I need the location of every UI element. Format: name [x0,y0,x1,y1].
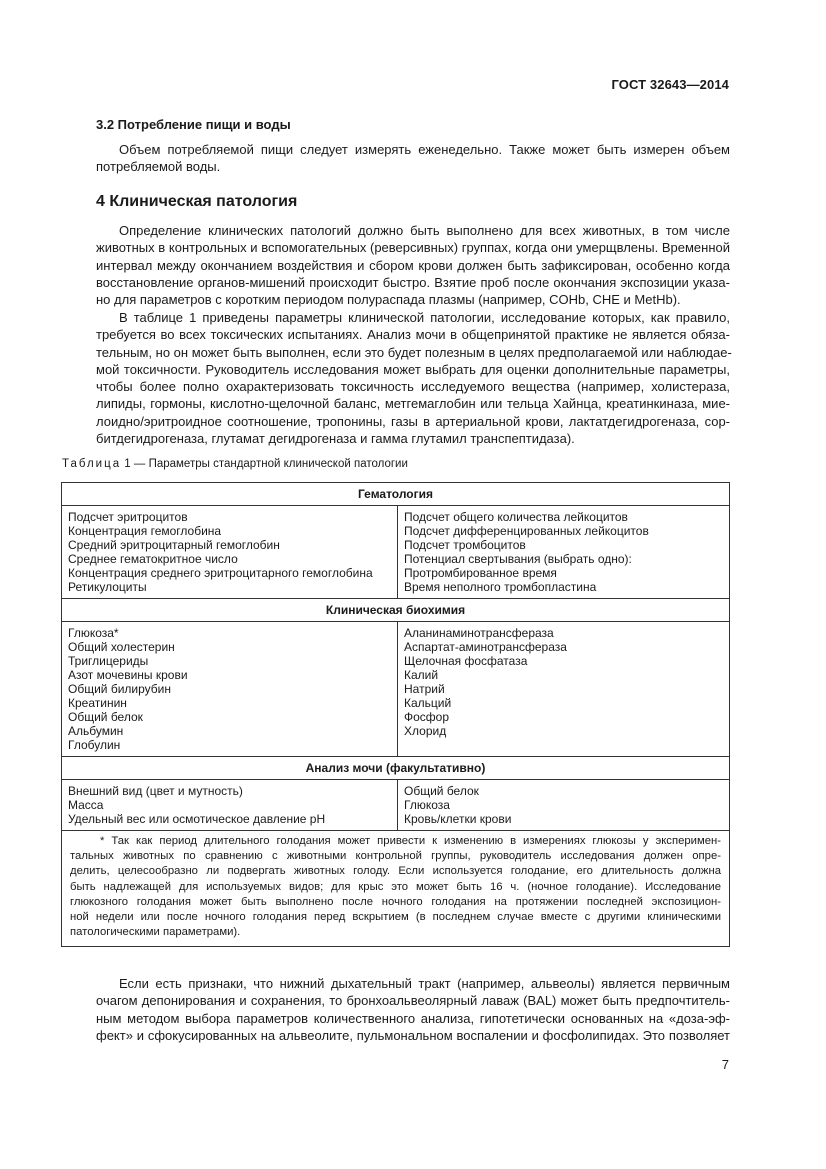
closing-paragraph [96,975,730,1044]
footnote-line: делить, целесообразно ли подвергать животных голоду. Если используется голодание, его длительность должна [70,865,721,878]
table-caption-prefix: Таблица [62,458,122,470]
text-line: Определение клинических патологий должно быть выполнено для всех животных, в том числе [119,223,730,238]
list-item: Креатинин [68,696,127,710]
table-footnote [62,831,730,947]
list-item: Глюкоза [404,798,450,812]
text-line: тельным, но он может быть выполнен, если это будет полезным в целях предполагаемой или наблюдае- [96,344,732,360]
footnote-line: глюкозного голодания может быть выполнено после ночного голодания на протяжении последней экспозицион- [70,895,721,908]
table-section-header [62,483,730,506]
list-item: Протромбированное время [404,566,557,580]
section-3-2-heading: 3.2 Потребление пищи и воды [96,117,291,132]
list-item: Подсчет общего количества лейкоцитов [404,510,628,524]
list-item: Общий белок [68,710,143,724]
list-item: Удельный вес или осмотическое давление pH [68,812,326,826]
text-line: потребляемой воды. [96,159,221,175]
text-line: В таблице 1 приведены параметры клинической патологии, исследование которых, как правило, [119,310,730,325]
text-line: лоидно/эритроидное соотношение, тропонины, газы в артериальной крови, лактатдегидрогеназа, сор- [96,413,730,429]
footnote-line: быть надлежащей для используемых видов; для крыс это может быть 16 ч. (ночное голодание). Исследование [70,880,721,893]
hematology-right-column [398,506,730,599]
list-item: Общий холестерин [68,640,175,654]
list-item: Подсчет тромбоцитов [404,538,526,552]
table-section-header [62,599,730,622]
list-item: Азот мочевины крови [68,668,188,682]
section-4-paragraph-1 [96,222,730,308]
table-section-header [62,757,730,780]
clinical-pathology-table [61,482,730,947]
text-line: очагом депонирования и сохранения, то бронхоальвеолярный лаваж (BAL) может быть предпочтитель- [96,993,730,1009]
section-title-urinalysis: Анализ мочи (факультативно) [62,757,730,780]
table-caption-text: 1 — Параметры стандартной клинической патологии [121,458,408,470]
list-item: Общий билирубин [68,682,171,696]
list-item: Масса [68,798,104,812]
section-title-biochemistry: Клиническая биохимия [62,599,730,622]
list-item: Щелочная фосфатаза [404,654,528,668]
table-row [62,506,730,599]
list-item: Подсчет эритроцитов [68,510,188,524]
list-item: Триглицериды [68,654,149,668]
list-item: Кальций [404,696,452,710]
section-4-paragraph-2 [96,309,730,447]
footnote-line: * Так как период длительного голодания может привести к изменению в измерениях глюкозы у эксперимен- [100,835,721,847]
list-item: Среднее гематокритное число [68,552,238,566]
text-line: требуется во всех токсических испытаниях. Анализ мочи в общепринятой практике не является обяза- [96,327,730,343]
urinalysis-right-column [398,780,730,831]
list-item: Время неполного тромбопластина [404,580,597,594]
footnote-line: тальных животных по сравнению с животными контрольной группы, руководитель исследования должен опре- [70,850,721,863]
list-item: Хлорид [404,724,447,738]
table-row [62,622,730,757]
text-line: мой токсичности. Руководитель исследования может выбрать для оценки дополнительные параметры, [96,361,730,377]
biochemistry-right-column [398,622,730,757]
text-line: интервал между окончанием воздействия и сбором крови должен быть зафиксирован, особенно когда [96,257,730,273]
list-item: Глобулин [68,738,121,752]
list-item: Ретикулоциты [68,580,147,594]
list-item: Аланинаминотрансфераза [404,626,554,640]
text-line: чтобы более полно охарактеризовать токсичность исследуемого вещества (например, холистераза, [96,379,730,395]
text-line: фект» и сфокусированных на альвеолите, пульмональном воспалении и фосфолипидах. Это позволяет [96,1027,730,1043]
footnote-line: ной недели или после ночного голодания перед вскрытием (в последнем случае вместе с другими клиническими [70,911,721,924]
list-item: Аспартат-аминотрансфераза [404,640,567,654]
list-item: Потенциал свертывания (выбрать одно): [404,552,632,566]
standard-number: ГОСТ 32643—2014 [611,77,729,92]
text-line: восстановление органов-мишений происходит быстро. Взятие проб после окончания экспозиции указа- [96,274,730,290]
list-item: Кровь/клетки крови [404,812,512,826]
list-item: Фосфор [404,710,450,724]
table-row [62,780,730,831]
page-number: 7 [721,1057,729,1072]
list-item: Подсчет дифференцированных лейкоцитов [404,524,649,538]
section-3-2-paragraph [96,141,730,176]
text-line: но для параметров с коротким периодом полураспада плазмы (например, COHb, CHE и MetHb). [96,292,681,308]
list-item: Внешний вид (цвет и мутность) [68,784,243,798]
hematology-left-column [62,506,398,599]
section-4-heading: 4 Клиническая патология [96,193,298,210]
text-line: битдегидрогеназа, глутамат дегидрогеназа и гамма глутамил транспептидаза). [96,431,575,447]
section-title-hematology: Гематология [62,483,730,506]
table-caption [62,458,408,470]
list-item: Альбумин [68,724,124,738]
text-line: животных в контрольных и вспомогательных (реверсивных) группах, когда они умерщвлены. Временной [96,240,730,256]
footnote-line: патологическими параметрами). [70,926,241,939]
table-footnote-row [62,831,730,947]
list-item: Общий белок [404,784,479,798]
list-item: Натрий [404,682,445,696]
text-line: Объем потребляемой пищи следует измерять еженедельно. Также может быть измерен объем [119,142,730,157]
text-line: липиды, гормоны, кислотно-щелочной баланс, метгемаглобин или тельца Хайнца, креатинкиназа, мие- [96,396,730,412]
list-item: Калий [404,668,439,682]
urinalysis-left-column [62,780,398,831]
text-line: ным методом выбора параметров количественного анализа, гипотетически основанных на «доза-эф- [96,1010,730,1026]
biochemistry-left-column [62,622,398,757]
list-item: Средний эритроцитарный гемоглобин [68,538,280,552]
list-item: Концентрация гемоглобина [68,524,222,538]
list-item: Глюкоза* [68,626,119,640]
list-item: Концентрация среднего эритроцитарного гемоглобина [68,566,373,580]
text-line: Если есть признаки, что нижний дыхательный тракт (например, альвеолы) является первичным [119,976,730,991]
